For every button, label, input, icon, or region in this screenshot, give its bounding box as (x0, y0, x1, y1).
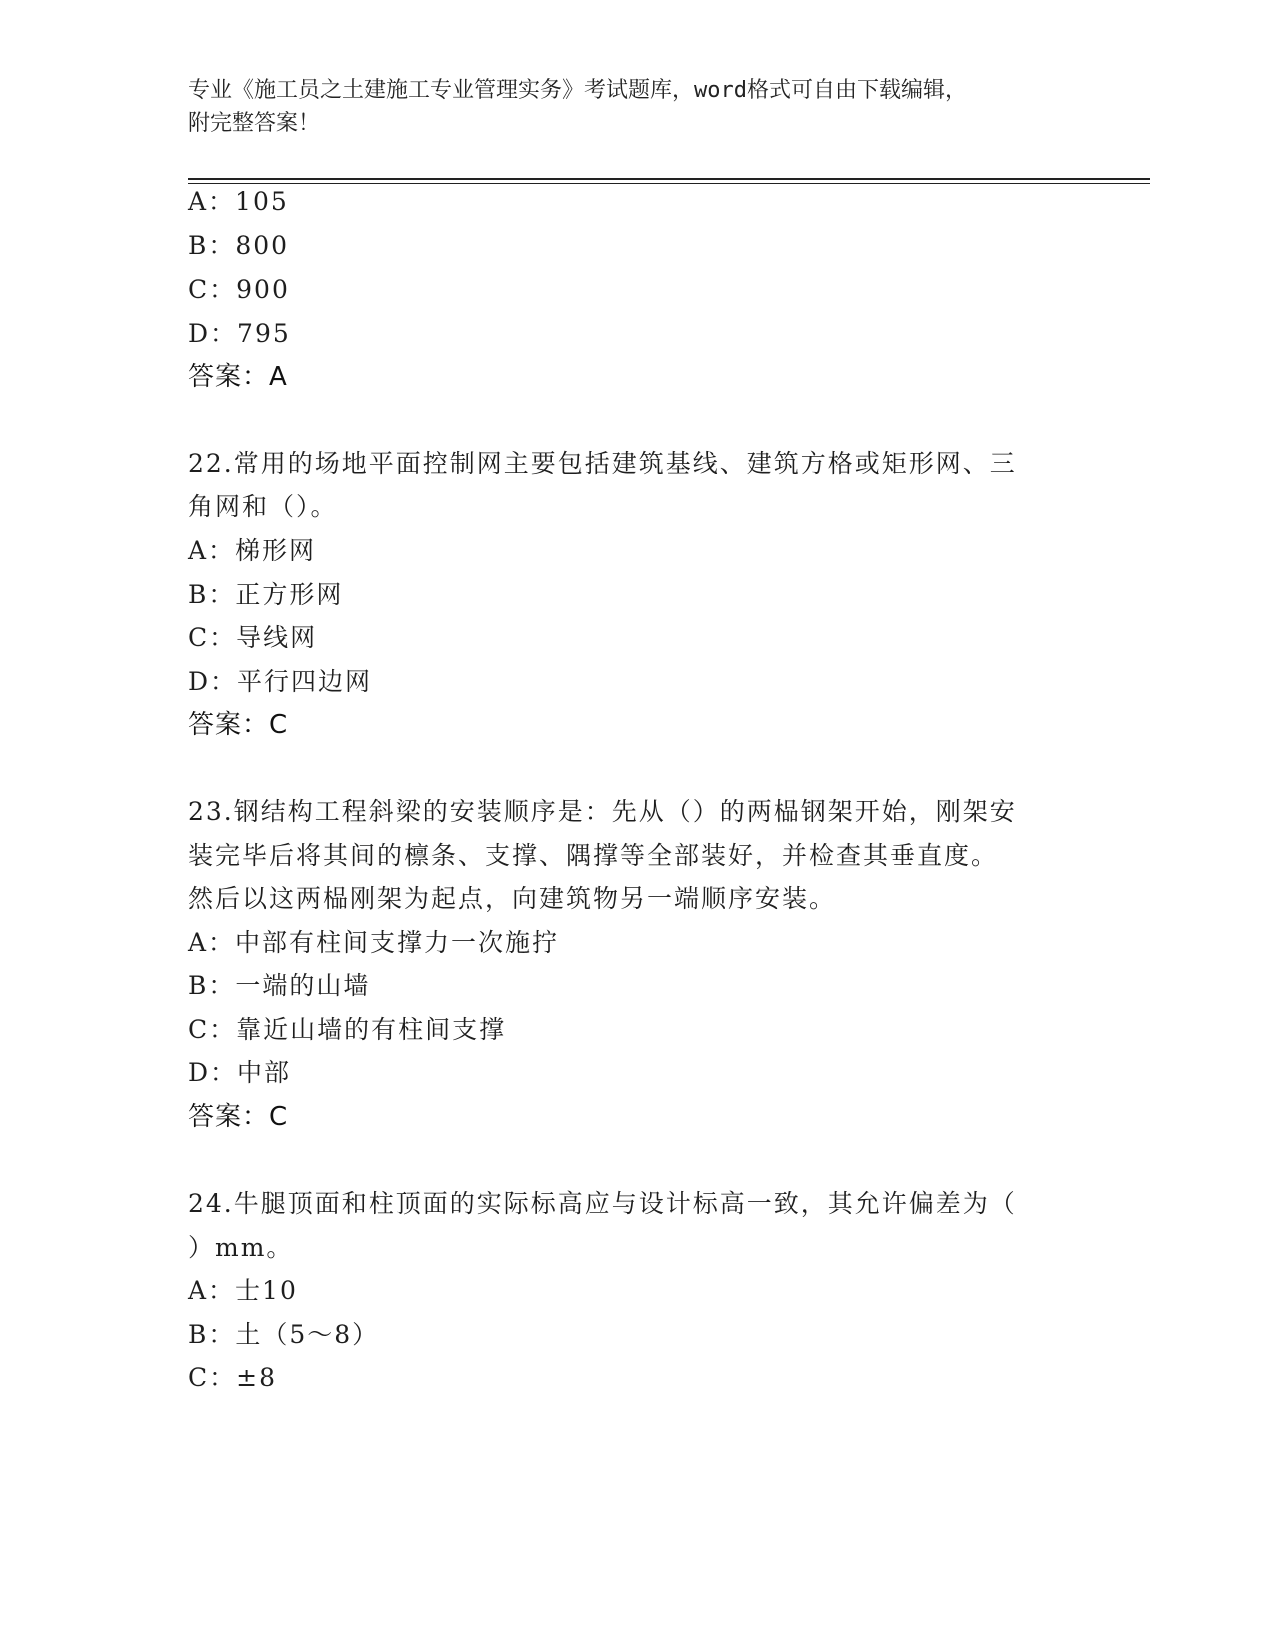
q23-stem-line-2: 装完毕后将其间的檩条、支撑、隅撑等全部装好，并检查其垂直度。 (188, 841, 999, 870)
q21-option-c: C：900 (188, 275, 290, 304)
q23-stem-line-3: 然后以这两榀刚架为起点，向建筑物另一端顺序安装。 (188, 884, 837, 913)
q21-answer: 答案：A (188, 362, 288, 392)
q23-option-c: C：靠近山墙的有柱间支撑 (188, 1015, 507, 1044)
q22-option-a: A：梯形网 (188, 536, 317, 565)
header-rule-thick (188, 178, 1150, 180)
q23-option-d: D：中部 (188, 1058, 292, 1087)
q24-option-a: A：士10 (188, 1276, 298, 1305)
header-line-2: 附完整答案！ (188, 111, 321, 136)
document-header (188, 74, 1088, 140)
q22-option-c: C：导线网 (188, 623, 318, 652)
header-rule-thin (188, 183, 1150, 184)
q23-answer: 答案：C (188, 1102, 289, 1132)
q24-stem-line-1: 24.牛腿顶面和柱顶面的实际标高应与设计标高一致，其允许偏差为（ (188, 1189, 1017, 1218)
q22-stem-line-2: 角网和（）。 (188, 492, 338, 521)
q21-option-d: D：795 (188, 319, 291, 348)
q22-option-b: B：正方形网 (188, 580, 344, 609)
q22-option-d: D：平行四边网 (188, 667, 373, 696)
q23-option-b: B：一端的山墙 (188, 971, 371, 1000)
q21-option-a: A：105 (188, 187, 289, 216)
q22-stem-line-1: 22.常用的场地平面控制网主要包括建筑基线、建筑方格或矩形网、三 (188, 449, 1017, 478)
q23-stem-line-1: 23.钢结构工程斜梁的安装顺序是：先从（）的两榀钢架开始，刚架安 (188, 797, 1017, 826)
q24-stem-line-2: ）mm。 (188, 1233, 294, 1262)
q24-option-b: B：土（5～8） (188, 1320, 380, 1349)
q23-option-a: A：中部有柱间支撑力一次施拧 (188, 928, 560, 957)
q21-option-b: B：800 (188, 231, 290, 260)
q24-option-c: C：±8 (188, 1363, 277, 1392)
header-line-1: 专业《施工员之土建施工专业管理实务》考试题库，word格式可自由下载编辑， (188, 78, 967, 103)
q22-answer: 答案：C (188, 710, 289, 740)
